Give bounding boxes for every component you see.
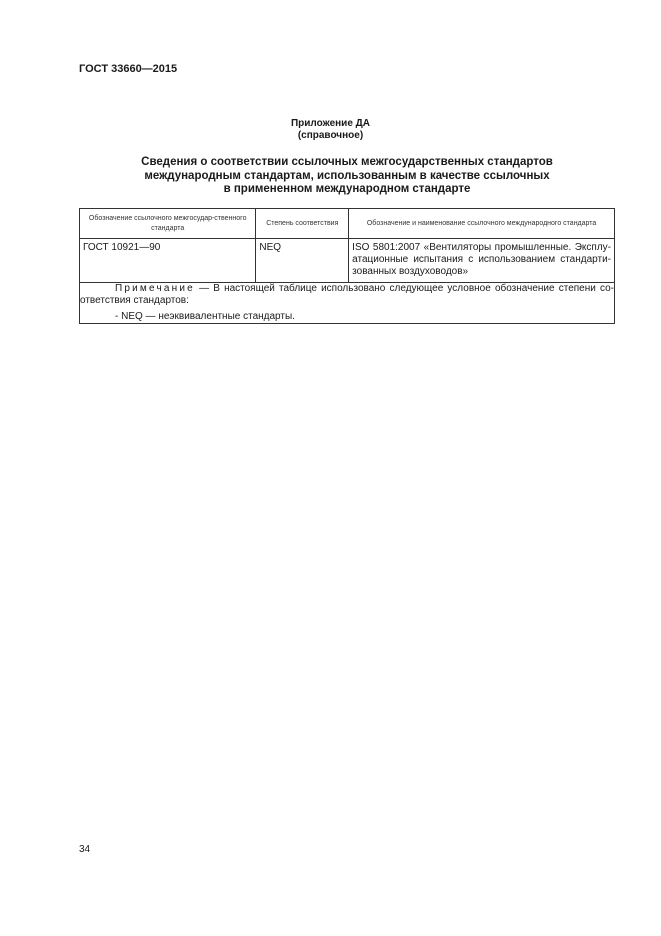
note-item: - NEQ — неэквивалентные стандарты. xyxy=(115,311,295,322)
annex-subtitle: (справочное) xyxy=(297,130,364,141)
note-dash: — xyxy=(199,283,210,294)
note-text-line xyxy=(80,283,614,307)
column-header-international: Обозначение и наименование ссылочного международного стандарта xyxy=(349,209,615,239)
cell-international: ISO 5801:2007 «Вентиляторы промышленные. Эксплу-атационные испытания с использованием стандарти-зованных воздуховодов» xyxy=(349,239,615,283)
column-header-standard: Обозначение ссылочного межгосудар-ственного стандарта xyxy=(80,209,256,239)
table-note-row xyxy=(80,283,615,324)
annex-title: Приложение ДА xyxy=(290,118,371,129)
table-row xyxy=(80,239,615,283)
table-header-row xyxy=(80,209,615,239)
note-label: Примечание xyxy=(115,283,195,294)
reference-standards-table xyxy=(79,208,615,324)
cell-standard: ГОСТ 10921—90 xyxy=(80,239,256,283)
page-number: 34 xyxy=(79,844,91,855)
document-code: ГОСТ 33660—2015 xyxy=(79,63,178,75)
note-text: В настоящей таблице использовано следующее условное обозначение степени со-ответствия стандартов: xyxy=(80,283,615,306)
table-note xyxy=(80,283,615,324)
heading-line: международным стандартам, использованным в качестве ссылочных xyxy=(144,169,550,182)
heading-line: Сведения о соответствии ссылочных межгосударственных стандартов xyxy=(141,156,553,168)
annex-heading xyxy=(100,156,594,197)
column-header-degree: Степень соответствия xyxy=(256,209,349,239)
heading-line: в примененном международном стандарте xyxy=(223,183,471,195)
cell-degree: NEQ xyxy=(256,239,349,283)
